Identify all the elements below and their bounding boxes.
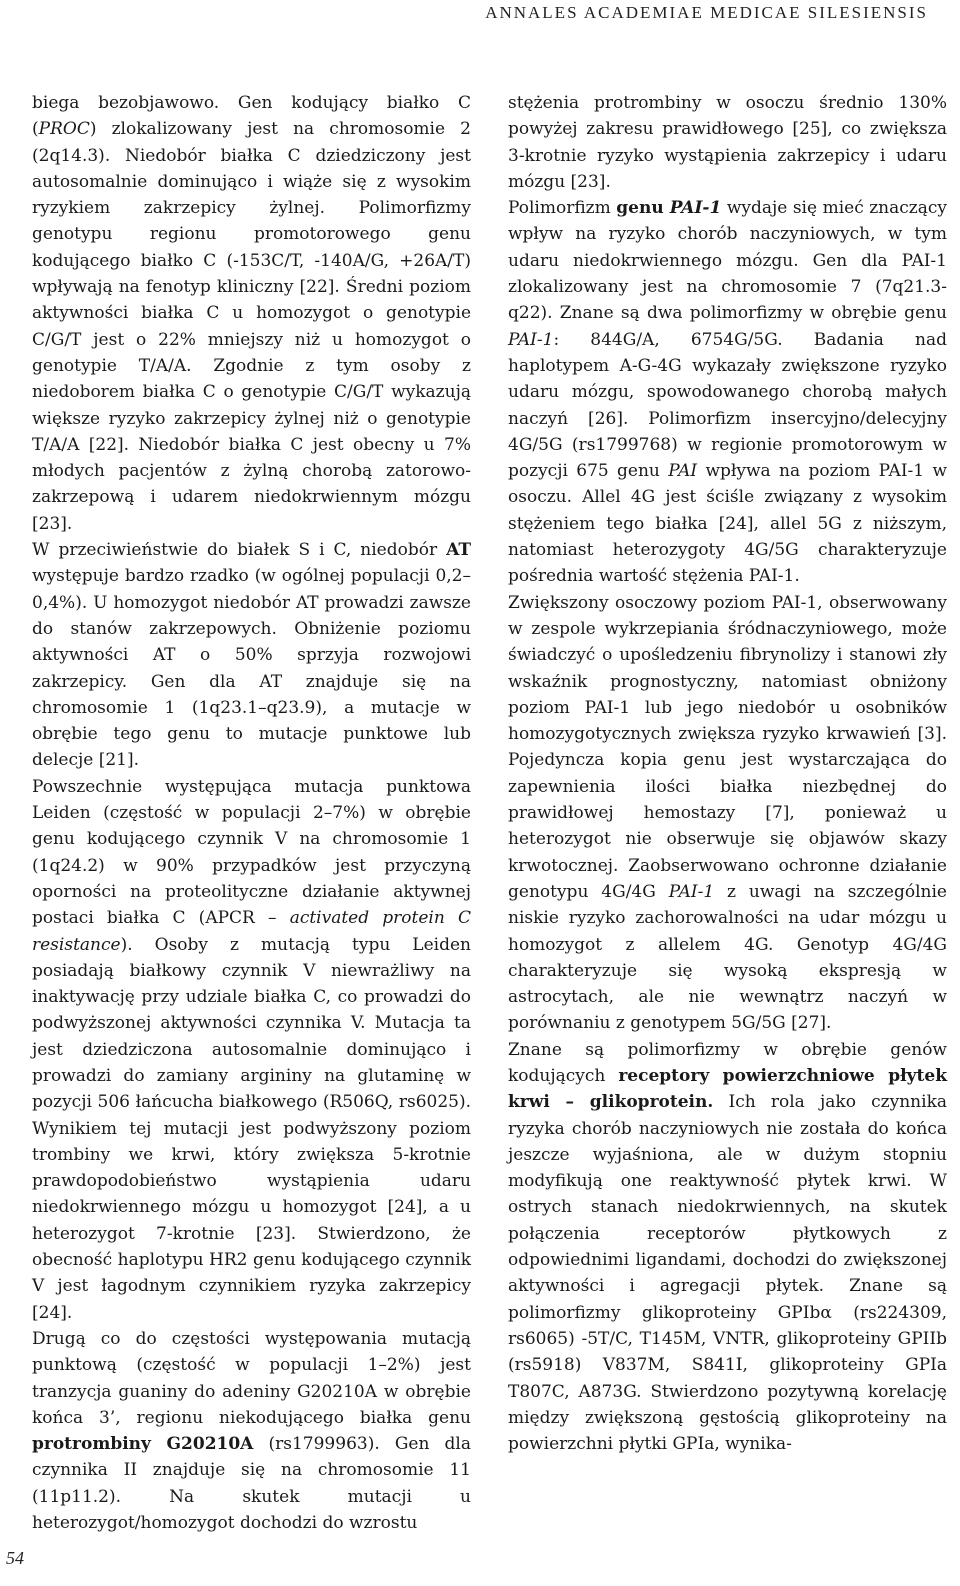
text-run: Znane są polimorfizmy w obrębie genów kodujących — [508, 1039, 947, 1086]
text-run: PROC — [38, 119, 90, 140]
text-run: genu — [616, 198, 670, 219]
text-run: wydaje się mieć znaczący wpływ na ryzyko chorób naczyniowych, w tym udaru niedokrwiennego mózgu. Gen dla PAI-1 zlokalizowany jest na chromosomie 7 (7q21.3-q22). Znane są dwa polimorfizmy w obrębie genu — [508, 198, 947, 324]
paragraph — [32, 774, 471, 1326]
text-run: Ich rola jako czynnika ryzyka chorób naczyniowych nie została do końca jeszcze wyjaśniona, ale w dużym stopniu modyfikują one reaktywność płytek krwi. W ostrych stanach niedokrwiennych, na skutek połączenia receptorów płytkowych z odpowiednimi ligandami, dochodzi do zwiększonej aktywności i agregacji płytek. Znane są polimorfizmy glikoproteiny GPIbα (rs224309, rs6065) -5T/C, T145M, VNTR, glikoproteiny GPIIb (rs5918) V837M, S841I, glikoproteiny GPIa T807C, A873G. Stwierdzono pozytywną korelację między zwiększoną gęstością glikoproteiny na powierzchni płytki GPIa, wynika- — [508, 1092, 948, 1455]
text-run: z uwagi na szczególnie niskie ryzyko zachorowalności na udar mózgu u homozygot z allelem 4G. Genotyp 4G/4G charakteryzuje się wysoką ekspresją w astrocytach, ale nie wewnątrz naczyń w porównaniu z genotypem 5G/5G [27]. — [508, 881, 947, 1034]
text-run: AT — [446, 540, 471, 561]
text-run: receptory powierzchniowe płytek krwi – glikoprotein. — [508, 1065, 947, 1113]
running-header — [0, 0, 960, 42]
text-run: PAI — [668, 461, 698, 482]
text-run: PAI-1 — [508, 329, 554, 350]
text-run: ). Osoby z mutacją typu Leiden posiadają białkowy czynnik V niewrażliwy na inaktywację przy udziale białka C, co prowadzi do podwyższonej aktywności czynnika V. Mutacja ta jest dziedziczona autosomalnie dominująco i prowadzi do zamiany argininy na glutaminę w pozycji 506 łańcucha białkowego (R506Q, rs6025). Wynikiem tej mutacji jest podwyższony poziom trombiny we krwi, który zwiększa 5-krotnie prawdopodobieństwo wystąpienia udaru niedokrwiennego mózgu u homozygot [24], a u heterozygot 7-krotnie [23]. Stwierdzono, że obecność haplotypu HR2 genu kodującego czynnik V jest łagodnym czynnikiem ryzyka zakrzepicy [24]. — [32, 934, 471, 1323]
paragraph — [32, 1326, 471, 1536]
paragraph — [508, 195, 947, 589]
text-run: PAI-1 — [669, 198, 722, 219]
paragraph — [508, 590, 947, 1037]
text-run: : 844G/A, 6754G/5G. Badania nad haplotypem A-G-4G wykazały zwiększone ryzyko udaru mózgu, spowodowanego chorobą małych naczyń [26]. Polimorfizm insercyjno/delecyjny 4G/5G (rs1799768) w regionie promotorowym w pozycji 675 genu — [508, 329, 947, 482]
text-run: (rs1799963). Gen dla czynnika II znajduje się na chromosomie 11 (11p11.2). Na skutek mutacji u heterozygot/homozygot dochodzi do wzrostu — [32, 1434, 471, 1534]
text-run: ) zlokalizowany jest na chromosomie 2 (2q14.3). Niedobór białka C dziedziczony jest autosomalnie dominująco i wiąże się z wysokim ryzykiem zakrzepicy żylnej. Polimorfizmy genotypu regionu promotorowego genu kodującego białko C (-153C/T, -140A/G, +26A/T) wpływają na fenotyp kliniczny [22]. Średni poziom aktywności białka C u homozygot o genotypie C/G/T jest o 22% mniejszy niż u homozygot o genotypie T/A/A. Zgodnie z tym osoby z niedoborem białka C o genotypie C/G/T wykazują większe ryzyko zakrzepicy żylnej niż o genotypie T/A/A [22]. Niedobór białka C jest obecny u 7% młodych pacjentów z żylną chorobą zatorowo-zakrzepową i udarem niedokrwiennym mózgu [23]. — [32, 119, 471, 534]
text-run: Powszechnie występująca mutacja punktowa Leiden (częstość w populacji 2–7%) w obrębie genu kodującego czynnik V na chromosomie 1 (1q24.2) w 90% przypadków jest przyczyną oporności na proteolityczne działanie aktywnej postaci białka C (APCR – — [32, 776, 471, 929]
journal-title: ANNALES ACADEMIAE MEDICAE SILESIENSIS — [485, 3, 928, 22]
text-run: Polimorfizm — [508, 198, 617, 219]
text-run: PAI-1 — [668, 881, 715, 902]
text-run: Drugą co do częstości występowania mutacją punktową (częstość w populacji 1–2%) jest tranzycja guaniny do adeniny G20210A w obrębie końca 3’, regionu niekodującego białka genu — [32, 1328, 471, 1428]
text-run: Zwiększony osoczowy poziom PAI-1, obserwowany w zespole wykrzepiania śródnaczyniowego, może świadczyć o upośledzeniu fibrynolizy i stanowi zły wskaźnik prognostyczny, natomiast obniżony poziom PAI-1 lub jego niedobór u osobników homozygotycznych zwiększa ryzyko krwawień [3]. Pojedyncza kopia genu jest wystarczająca do zapewnienia ilości białka niezbędnej do prawidłowej hemostazy [7], ponieważ u heterozygot nie obserwuje się objawów skazy krwotocznej. Zaobserwowano ochronne działanie genotypu 4G/4G — [508, 592, 947, 902]
text-run: biega bezobjawowo. Gen kodujący białko C ( — [32, 93, 471, 140]
text-run: activated protein C resistance — [32, 908, 471, 955]
right-column — [508, 90, 947, 1457]
text-run: protrombiny G20210A — [32, 1434, 254, 1455]
paragraph — [32, 537, 471, 774]
left-column — [32, 90, 471, 1536]
paragraph — [508, 1037, 947, 1458]
text-run: W przeciwieństwie do białek S i C, niedobór — [32, 540, 447, 561]
paragraph — [508, 90, 947, 195]
paragraph — [32, 90, 471, 537]
text-run: występuje bardzo rzadko (w ogólnej populacji 0,2–0,4%). U homozygot niedobór AT prowadzi zawsze do stanów zakrzepowych. Obniżenie poziomu aktywności AT o 50% sprzyja rozwojowi zakrzepicy. Gen dla AT znajduje się na chromosomie 1 (1q23.1–q23.9), a mutacje w obrębie tego genu to mutacje punktowe lub delecje [21]. — [32, 566, 471, 771]
text-run: wpływa na poziom PAI-1 w osoczu. Allel 4G jest ściśle związany z wysokim stężeniem tego białka [24], allel 5G z niższym, natomiast heterozygoty 4G/5G charakteryzuje pośrednia wartość stężenia PAI-1. — [508, 461, 948, 587]
text-run: stężenia protrombiny w osoczu średnio 130% powyżej zakresu prawidłowego [25], co zwiększa 3-krotnie ryzyko wystąpienia zakrzepicy i udaru mózgu [23]. — [508, 93, 947, 192]
page-number: 54 — [6, 1548, 24, 1568]
